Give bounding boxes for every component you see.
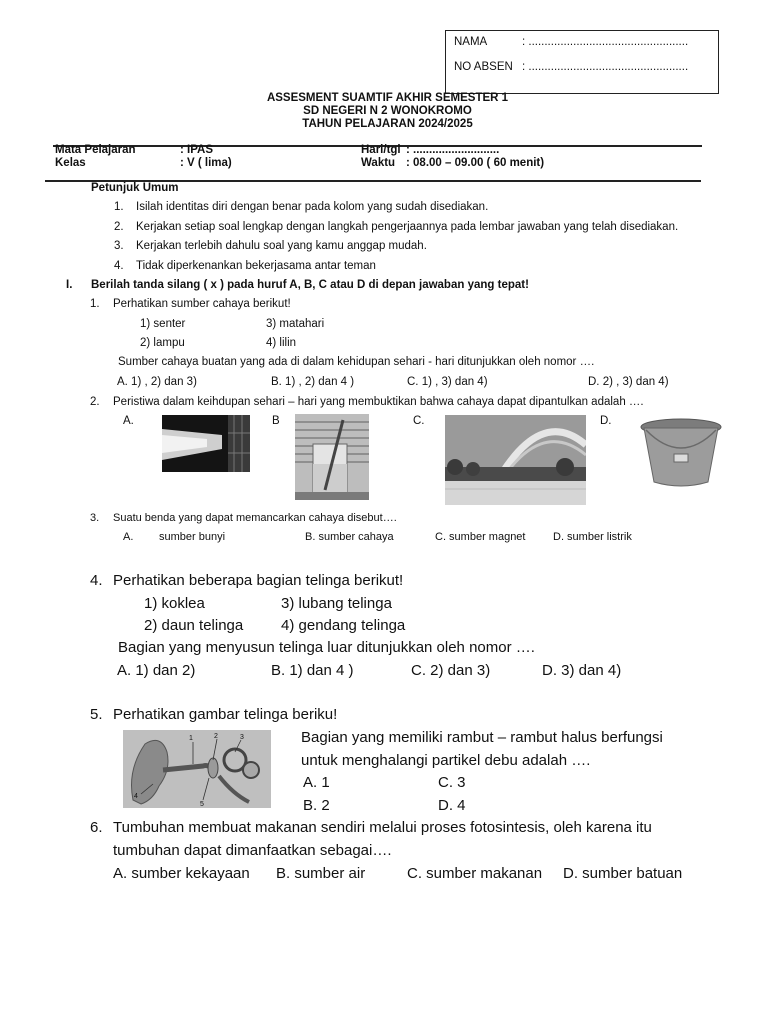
q3-number: 3. — [90, 512, 100, 524]
q2-photo-glass-water — [295, 414, 369, 500]
mapel-value: : IPAS — [180, 144, 214, 156]
q6-option-b[interactable]: B. sumber air — [276, 865, 366, 882]
q4-option-a[interactable]: A. 1) dan 2) — [117, 662, 196, 679]
petunjuk-title: Petunjuk Umum — [91, 182, 179, 194]
diagram-label-3: 3 — [240, 734, 244, 741]
petunjuk-item: Isilah identitas diri dengan benar pada kolom yang sudah disediakan. — [136, 201, 489, 213]
q5-number: 5. — [90, 706, 103, 723]
q1-item: 3) matahari — [266, 318, 325, 330]
q4-option-d[interactable]: D. 3) dan 4) — [542, 662, 622, 679]
q1-text: Perhatikan sumber cahaya berikut! — [113, 298, 291, 310]
q1-question: Sumber cahaya buatan yang ada di dalam kehidupan sehari - hari ditunjukkan oleh nomor …. — [118, 356, 595, 368]
q2-option-b[interactable]: B — [272, 415, 280, 427]
mapel-label: Mata Pelajaran — [55, 144, 136, 156]
q5-ear-diagram — [123, 730, 271, 808]
absen-label: NO ABSEN — [454, 61, 513, 73]
absen-field[interactable]: : .................................................. — [522, 61, 689, 73]
q3-option-d[interactable]: D. sumber listrik — [553, 531, 632, 543]
petunjuk-item: Kerjakan terlebih dahulu soal yang kamu anggap mudah. — [136, 240, 427, 252]
kelas-value: : V ( lima) — [180, 157, 232, 169]
q1-number: 1. — [90, 298, 100, 310]
waktu-value: : 08.00 – 09.00 ( 60 menit) — [406, 157, 545, 169]
diagram-label-5: 5 — [200, 801, 204, 808]
q2-text: Peristiwa dalam keihdupan sehari – hari yang membuktikan bahwa cahaya dapat dipantulkan adalah …. — [113, 396, 644, 408]
q1-option-b[interactable]: B. 1) , 2) dan 4 ) — [271, 376, 355, 388]
nama-label: NAMA — [454, 36, 488, 48]
q6-number: 6. — [90, 819, 103, 836]
q4-question: Bagian yang menyusun telinga luar ditunjukkan oleh nomor …. — [118, 639, 535, 656]
q3-option-a-letter[interactable]: A. — [123, 531, 134, 543]
q4-option-b[interactable]: B. 1) dan 4 ) — [271, 662, 354, 679]
waktu-label: Waktu — [361, 157, 396, 169]
q3-option-a[interactable]: sumber bunyi — [159, 531, 226, 543]
section-instruction: Berilah tanda silang ( x ) pada huruf A, B, C atau D di depan jawaban yang tepat! — [91, 279, 529, 291]
q1-item: 2) lampu — [140, 337, 185, 349]
hari-value[interactable]: : ........................... — [406, 144, 500, 156]
petunjuk-num: 2. — [114, 221, 124, 233]
q4-item: 1) koklea — [144, 595, 205, 612]
q1-option-a[interactable]: A. 1) , 2) dan 3) — [117, 376, 197, 388]
q1-item: 1) senter — [140, 318, 186, 330]
q1-item: 4) lilin — [266, 337, 297, 349]
section-number: I. — [66, 279, 73, 291]
q2-photo-bucket — [640, 418, 722, 490]
q4-text: Perhatikan beberapa bagian telinga berikut! — [113, 572, 404, 589]
q5-question: Bagian yang memiliki rambut – rambut halus berfungsi — [301, 729, 663, 746]
q1-option-d[interactable]: D. 2) , 3) dan 4) — [588, 376, 669, 388]
q5-option-a[interactable]: A. 1 — [303, 774, 330, 791]
q6-text-cont: tumbuhan dapat dimanfaatkan sebagai…. — [113, 842, 392, 859]
q4-item: 4) gendang telinga — [281, 617, 406, 634]
q6-option-c[interactable]: C. sumber makanan — [407, 865, 543, 882]
q5-option-c[interactable]: C. 3 — [438, 774, 466, 791]
school-year: TAHUN PELAJARAN 2024/2025 — [302, 118, 473, 130]
q6-option-a[interactable]: A. sumber kekayaan — [113, 865, 250, 882]
q2-option-a[interactable]: A. — [123, 415, 134, 427]
petunjuk-item: Tidak diperkenankan bekerjasama antar teman — [136, 260, 376, 272]
school-name: SD NEGERI N 2 WONOKROMO — [303, 105, 472, 117]
q5-question-cont: untuk menghalangi partikel debu adalah …. — [301, 752, 591, 769]
q2-number: 2. — [90, 396, 100, 408]
nama-field[interactable]: : .................................................. — [522, 36, 689, 48]
petunjuk-num: 4. — [114, 260, 124, 272]
q6-option-d[interactable]: D. sumber batuan — [563, 865, 683, 882]
identity-box — [445, 30, 719, 94]
q6-text: Tumbuhan membuat makanan sendiri melalui proses fotosintesis, oleh karena itu — [113, 819, 652, 836]
hari-label: Hari/tgl — [361, 144, 401, 156]
kelas-label: Kelas — [55, 157, 86, 169]
q4-item: 2) daun telinga — [144, 617, 244, 634]
q2-option-c[interactable]: C. — [413, 415, 425, 427]
q2-photo-window-light — [162, 415, 250, 472]
q5-option-d[interactable]: D. 4 — [438, 797, 466, 814]
q3-option-c[interactable]: C. sumber magnet — [435, 531, 526, 543]
exam-title: ASSESMENT SUAMTIF AKHIR SEMESTER 1 — [266, 92, 509, 104]
diagram-label-4: 4 — [134, 793, 138, 800]
petunjuk-num: 1. — [114, 201, 124, 213]
q5-text: Perhatikan gambar telinga beriku! — [113, 706, 338, 723]
q3-text: Suatu benda yang dapat memancarkan cahaya disebut…. — [113, 512, 397, 524]
q4-option-c[interactable]: C. 2) dan 3) — [411, 662, 491, 679]
q2-photo-rainbow-lake — [445, 415, 586, 505]
q5-option-b[interactable]: B. 2 — [303, 797, 330, 814]
petunjuk-item: Kerjakan setiap soal lengkap dengan langkah pengerjaannya pada lembar jawaban yang telah disediakan. — [136, 221, 679, 233]
petunjuk-num: 3. — [114, 240, 124, 252]
q4-item: 3) lubang telinga — [281, 595, 392, 612]
q3-option-b[interactable]: B. sumber cahaya — [305, 531, 394, 543]
diagram-label-2: 2 — [214, 733, 218, 740]
diagram-label-1: 1 — [189, 735, 193, 742]
q1-option-c[interactable]: C. 1) , 3) dan 4) — [407, 376, 488, 388]
q4-number: 4. — [90, 572, 103, 589]
q2-option-d[interactable]: D. — [600, 415, 612, 427]
